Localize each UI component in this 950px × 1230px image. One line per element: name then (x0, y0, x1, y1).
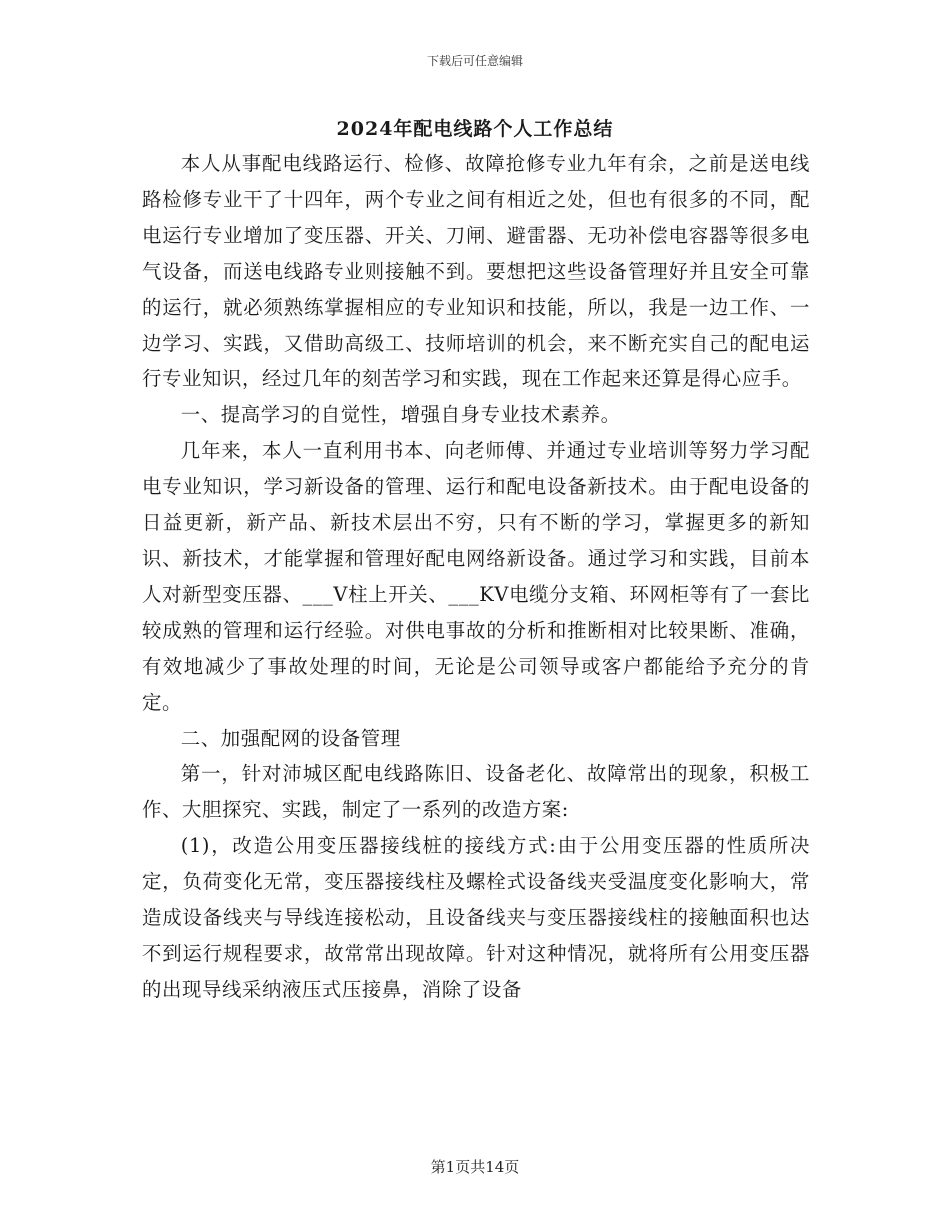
section-heading-2: 二、加强配网的设备管理 (180, 726, 401, 750)
document-title: 2024年配电线路个人工作总结 (336, 118, 614, 140)
section-heading-1: 一、提高学习的自觉性，增强自身专业技术素养。 (180, 403, 621, 427)
paragraph-item-1: (1)，改造公用变压器接线桩的接线方式:由于公用变压器的性质所决定，负荷变化无常，变压器接线柱及螺栓式设备线夹受温度变化影响大，常造成设备线夹与导线连接松动，且设备线夹与变压器接线柱的接触面积也达不到运行规程要求，故常常出现故障。针对这种情况，就将所有公用变压器的出现导线采纳液压式压接鼻，消除了设备 (142, 834, 810, 1001)
document-body (142, 146, 810, 1008)
paragraph-first-point: 第一，针对沛城区配电线路陈旧、设备老化、故障常出的现象，积极工作、大胆探究、实践，制定了一系列的改造方案: (142, 762, 810, 822)
paragraph-intro: 本人从事配电线路运行、检修、故障抢修专业九年有余，之前是送电线路检修专业干了十四年，两个专业之间有相近之处，但也有很多的不同，配电运行专业增加了变压器、开关、刀闸、避雷器、无功补偿电容器等很多电气设备，而送电线路专业则接触不到。要想把这些设备管理好并且安全可靠的运行，就必须熟练掌握相应的专业知识和技能，所以，我是一边工作、一边学习、实践，又借助高级工、技师培训的机会，来不断充实自己的配电运行专业知识，经过几年的刻苦学习和实践，现在工作起来还算是得心应手。 (142, 152, 810, 391)
paragraph-learning: 几年来，本人一直利用书本、向老师傅、并通过专业培训等努力学习配电专业知识，学习新设备的管理、运行和配电设备新技术。由于配电设备的日益更新，新产品、新技术层出不穷，只有不断的学习，掌握更多的新知识、新技术，才能掌握和管理好配电网络新设备。通过学习和实践，目前本人对新型变压器、___V柱上开关、___KV电缆分支箱、环网柜等有了一套比较成熟的管理和运行经验。对供电事故的分析和推断相对比较果断、准确，有效地减少了事故处理的时间，无论是公司领导或客户都能给予充分的肯定。 (142, 439, 810, 714)
page-footer: 第1页共14页 (430, 1158, 520, 1176)
page-header: 下载后可任意编辑 (426, 54, 523, 68)
